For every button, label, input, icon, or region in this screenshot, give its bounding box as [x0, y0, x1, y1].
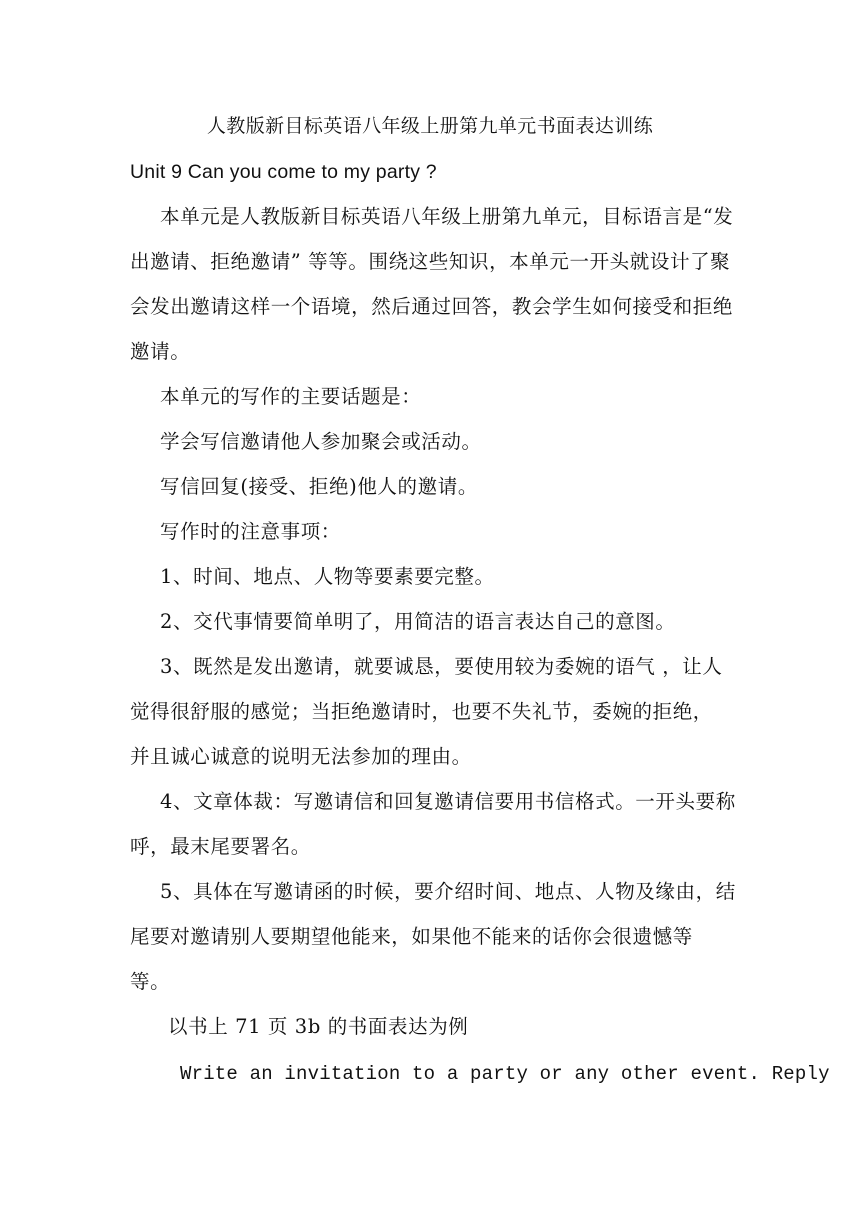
note-2: 2、交代事情要简单明了，用简洁的语言表达自己的意图。 [160, 610, 676, 633]
note-3-line-1: 3、既然是发出邀请，就要诚恳，要使用较为委婉的语气 ，让人 [160, 655, 723, 678]
note-1: 1、时间、地点、人物等要素要完整。 [160, 565, 495, 588]
note-5-line-2: 尾要对邀请别人要期望他能来，如果他不能来的话你会很遗憾等 [130, 925, 693, 948]
intro-line-3: 会发出邀请这样一个语境，然后通过回答，教会学生如何接受和拒绝 [130, 295, 734, 318]
example-heading: 以书上 71 页 3b 的书面表达为例 [168, 1015, 469, 1038]
note-3-line-2: 觉得很舒服的感觉；当拒绝邀请时，也要不失礼节，委婉的拒绝， [130, 700, 713, 723]
note-3-line-3: 并且诚心诚意的说明无法参加的理由。 [130, 745, 472, 768]
unit-heading: Unit 9 Can you come to my party ? [130, 161, 437, 183]
note-4-line-1: 4、文章体裁：写邀请信和回复邀请信要用书信格式。一开头要称 [160, 790, 736, 813]
topic-item-2: 写信回复(接受、拒绝)他人的邀请。 [160, 475, 478, 498]
intro-line-2: 出邀请、拒绝邀请” 等等。围绕这些知识，本单元一开头就设计了聚 [130, 250, 731, 273]
intro-line-4: 邀请。 [130, 340, 191, 363]
topic-item-1: 学会写信邀请他人参加聚会或活动。 [160, 430, 482, 453]
note-4-line-2: 呼，最末尾要署名。 [130, 835, 311, 858]
task-line: Write an invitation to a party or any other event. Reply [180, 1063, 830, 1085]
note-5-line-1: 5、具体在写邀请函的时候，要介绍时间、地点、人物及缘由，结 [160, 880, 736, 903]
note-5-line-3: 等。 [130, 970, 171, 993]
topic-heading: 本单元的写作的主要话题是： [160, 385, 422, 408]
notes-heading: 写作时的注意事项： [160, 520, 341, 543]
intro-line-1: 本单元是人教版新目标英语八年级上册第九单元，目标语言是“发 [160, 205, 734, 228]
document-title: 人教版新目标英语八年级上册第九单元书面表达训练 [206, 115, 654, 137]
